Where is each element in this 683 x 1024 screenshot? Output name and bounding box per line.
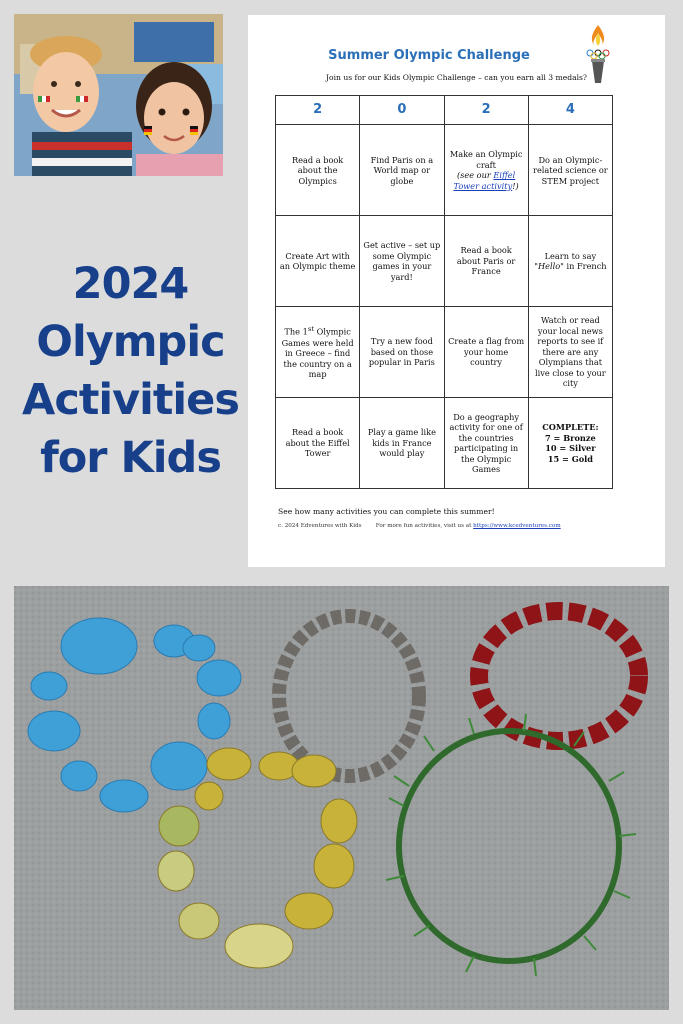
activity-text: Learn to say " <box>534 250 597 272</box>
year-digit: 0 <box>360 96 444 125</box>
activity-text: The 1 <box>284 327 308 338</box>
more-activities-text: For more fun activities, visit us at <box>375 523 472 529</box>
activity-cell: Find Paris on a World map or globe <box>360 125 444 216</box>
website-link[interactable]: https://www.kcedventures.com <box>473 523 561 529</box>
activity-cell: Read a book about Paris or France <box>444 216 528 307</box>
activity-cell: Get active – set up some Olympic games in your yard! <box>360 216 444 307</box>
worksheet-title: Summer Olympic Challenge <box>328 48 530 63</box>
eiffel-tower-activity-link[interactable]: Eiffel Tower activity <box>453 170 516 191</box>
activity-cell: Try a new food based on those popular in Paris <box>360 307 444 398</box>
complete-medals-cell <box>528 398 612 489</box>
nature-olympic-rings-photo <box>14 586 669 1010</box>
year-digit: 4 <box>528 96 612 125</box>
activity-cell: Create Art with an Olympic theme <box>276 216 360 307</box>
activity-text: !) <box>512 180 519 191</box>
gold-medal-rule: 15 = Gold <box>547 453 593 464</box>
activity-text: (see our <box>456 170 494 181</box>
activity-text: Make an Olympic craft <box>449 149 523 170</box>
kids-photo <box>14 14 223 176</box>
worksheet-footer: See how many activities you can complete this summer! <box>278 507 495 516</box>
activity-cell: Read a book about the Olympics <box>276 125 360 216</box>
title-line: Activities <box>22 375 239 425</box>
activity-text: " in French <box>560 261 607 272</box>
challenge-worksheet <box>248 15 665 567</box>
activity-cell: Do a geography activity for one of the countries participating in the Olympic Games <box>444 398 528 489</box>
title-line: 2024 <box>72 259 189 309</box>
worksheet-subtitle: Join us for our Kids Olympic Challenge – can you earn all 3 medals? <box>325 73 588 82</box>
worksheet-copyright-line <box>278 523 561 529</box>
activity-cell: Read a book about the Eiffel Tower <box>276 398 360 489</box>
activity-cell: Do an Olympic-related science or STEM project <box>528 125 612 216</box>
challenge-grid <box>275 95 613 489</box>
activity-cell: Watch or read your local news reports to see if there are any Olympians that live close to your city <box>528 307 612 398</box>
silver-medal-rule: 10 = Silver <box>545 443 596 454</box>
activity-cell <box>444 125 528 216</box>
year-digit: 2 <box>276 96 360 125</box>
activity-text: st <box>307 325 315 334</box>
activity-cell: Play a game like kids in France would play <box>360 398 444 489</box>
activity-cell <box>276 307 360 398</box>
year-digit: 2 <box>444 96 528 125</box>
activity-cell <box>528 216 612 307</box>
copyright-text: c. 2024 Edventures with Kids <box>278 523 362 529</box>
activity-text: Olympic Games were held in Greece – find the country on a map <box>281 327 354 380</box>
page-title <box>14 176 247 566</box>
title-line: Olympic <box>36 317 225 367</box>
complete-heading: COMPLETE: <box>542 422 599 433</box>
bronze-medal-rule: 7 = Bronze <box>544 432 596 443</box>
title-line: for Kids <box>40 433 221 483</box>
activity-cell: Create a flag from your home country <box>444 307 528 398</box>
activity-text: Hello <box>537 261 561 272</box>
